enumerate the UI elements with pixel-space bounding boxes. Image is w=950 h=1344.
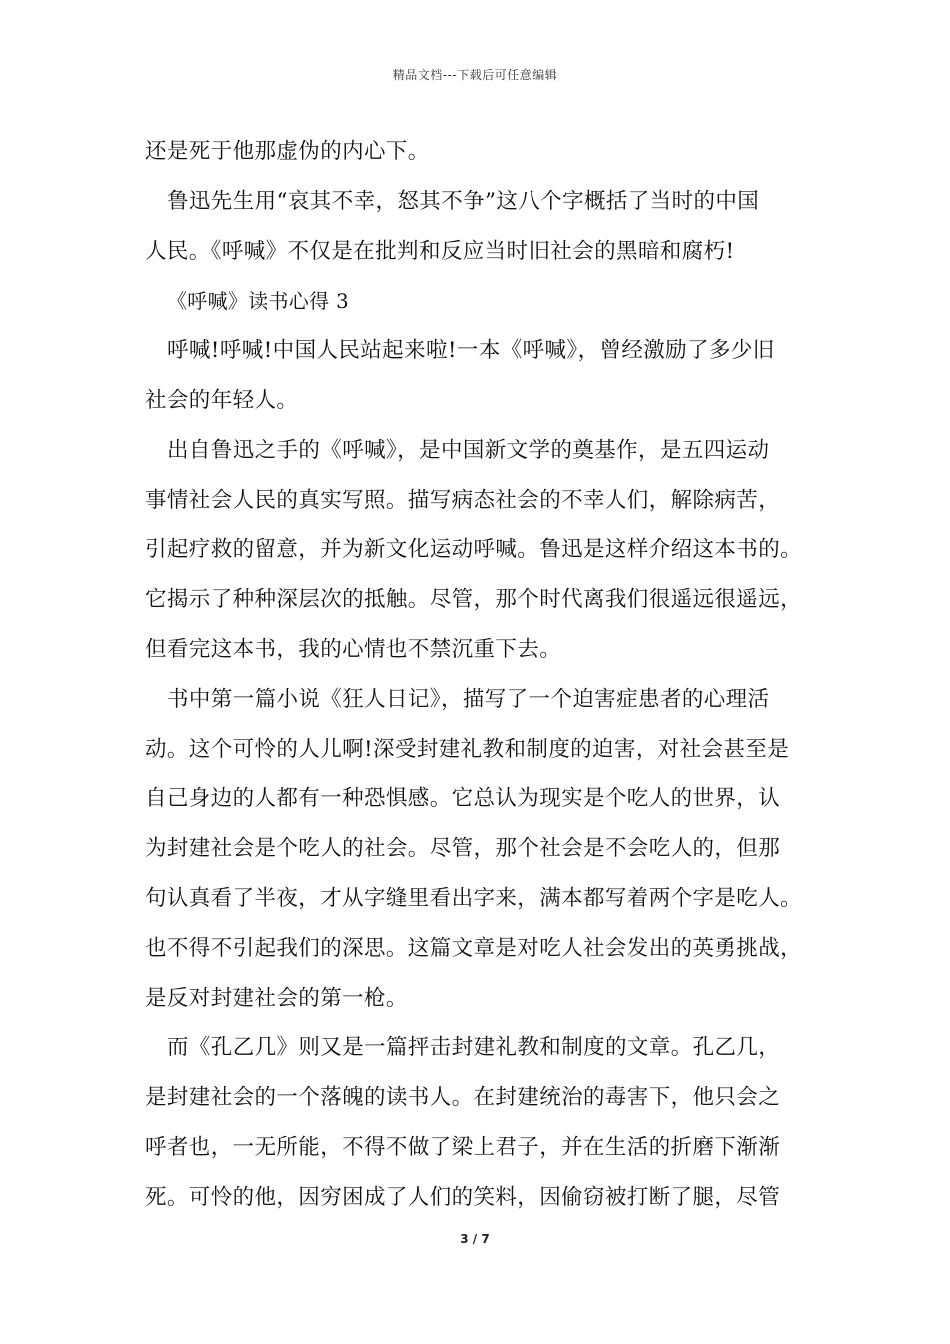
text-line: 但看完这本书，我的心情也不禁沉重下去。 [145,636,562,662]
paragraph-start: 呼喊!呼喊!中国人民站起来啦!一本《呼喊》，曾经激励了多少旧 [167,338,775,364]
text-line: 为封建社会是个吃人的社会。尽管，那个社会是不会吃人的，但那 [145,836,781,862]
text-line: 人民。《呼喊》不仅是在批判和反应当时旧社会的黑暗和腐朽! [145,238,735,264]
paragraph-start: 鲁迅先生用“哀其不幸，怒其不争”这八个字概括了当时的中国 [167,188,760,214]
text-line: 是反对封建社会的第一枪。 [145,985,408,1011]
text-line: 还是死于他那虚伪的内心下。 [145,139,430,164]
text-line: 也不得不引起我们的深思。这篇文章是对吃人社会发出的英勇挑战， [145,935,803,961]
text-line: 自己身边的人都有一种恐惧感。它总认为现实是个吃人的世界，认 [145,786,781,812]
text-line: 是封建社会的一个落魄的读书人。在封建统治的毒害下，他只会之 [145,1085,781,1111]
paragraph-start: 书中第一篇小说《狂人日记》，描写了一个迫害症患者的心理活 [167,686,770,712]
text-line: 动。这个可怜的人儿啊!深受封建礼教和制度的迫害，对社会甚至是 [145,736,790,762]
paragraph-start: 出自鲁迅之手的《呼喊》，是中国新文学的奠基作，是五四运动 [167,437,770,463]
document-header: 精品文档---下载后可任意编辑 [392,68,558,82]
text-line: 死。可怜的他，因穷困成了人们的笑料，因偷窃被打断了腿，尽管 [145,1184,781,1210]
text-line: 呼者也，一无所能，不得不做了梁上君子，并在生活的折磨下渐渐 [145,1134,781,1160]
text-line: 句认真看了半夜，才从字缝里看出字来，满本都写着两个字是吃人。 [145,885,803,911]
text-line: 引起疗救的留意，并为新文化运动呼喊。鲁迅是这样介绍这本书的。 [145,537,803,563]
page-number: 3 / 7 [460,1232,490,1246]
section-heading: 《呼喊》读书心得 3 [167,289,350,314]
text-line: 社会的年轻人。 [145,387,299,413]
text-line: 事情社会人民的真实写照。描写病态社会的不幸人们，解除病苦， [145,487,781,513]
text-line: 它揭示了种种深层次的抵触。尽管，那个时代离我们很遥远很遥远， [145,587,803,613]
document-body [145,132,815,1228]
paragraph-start: 而《孔乙几》则又是一篇抨击封建礼教和制度的文章。孔乙几， [167,1035,781,1061]
